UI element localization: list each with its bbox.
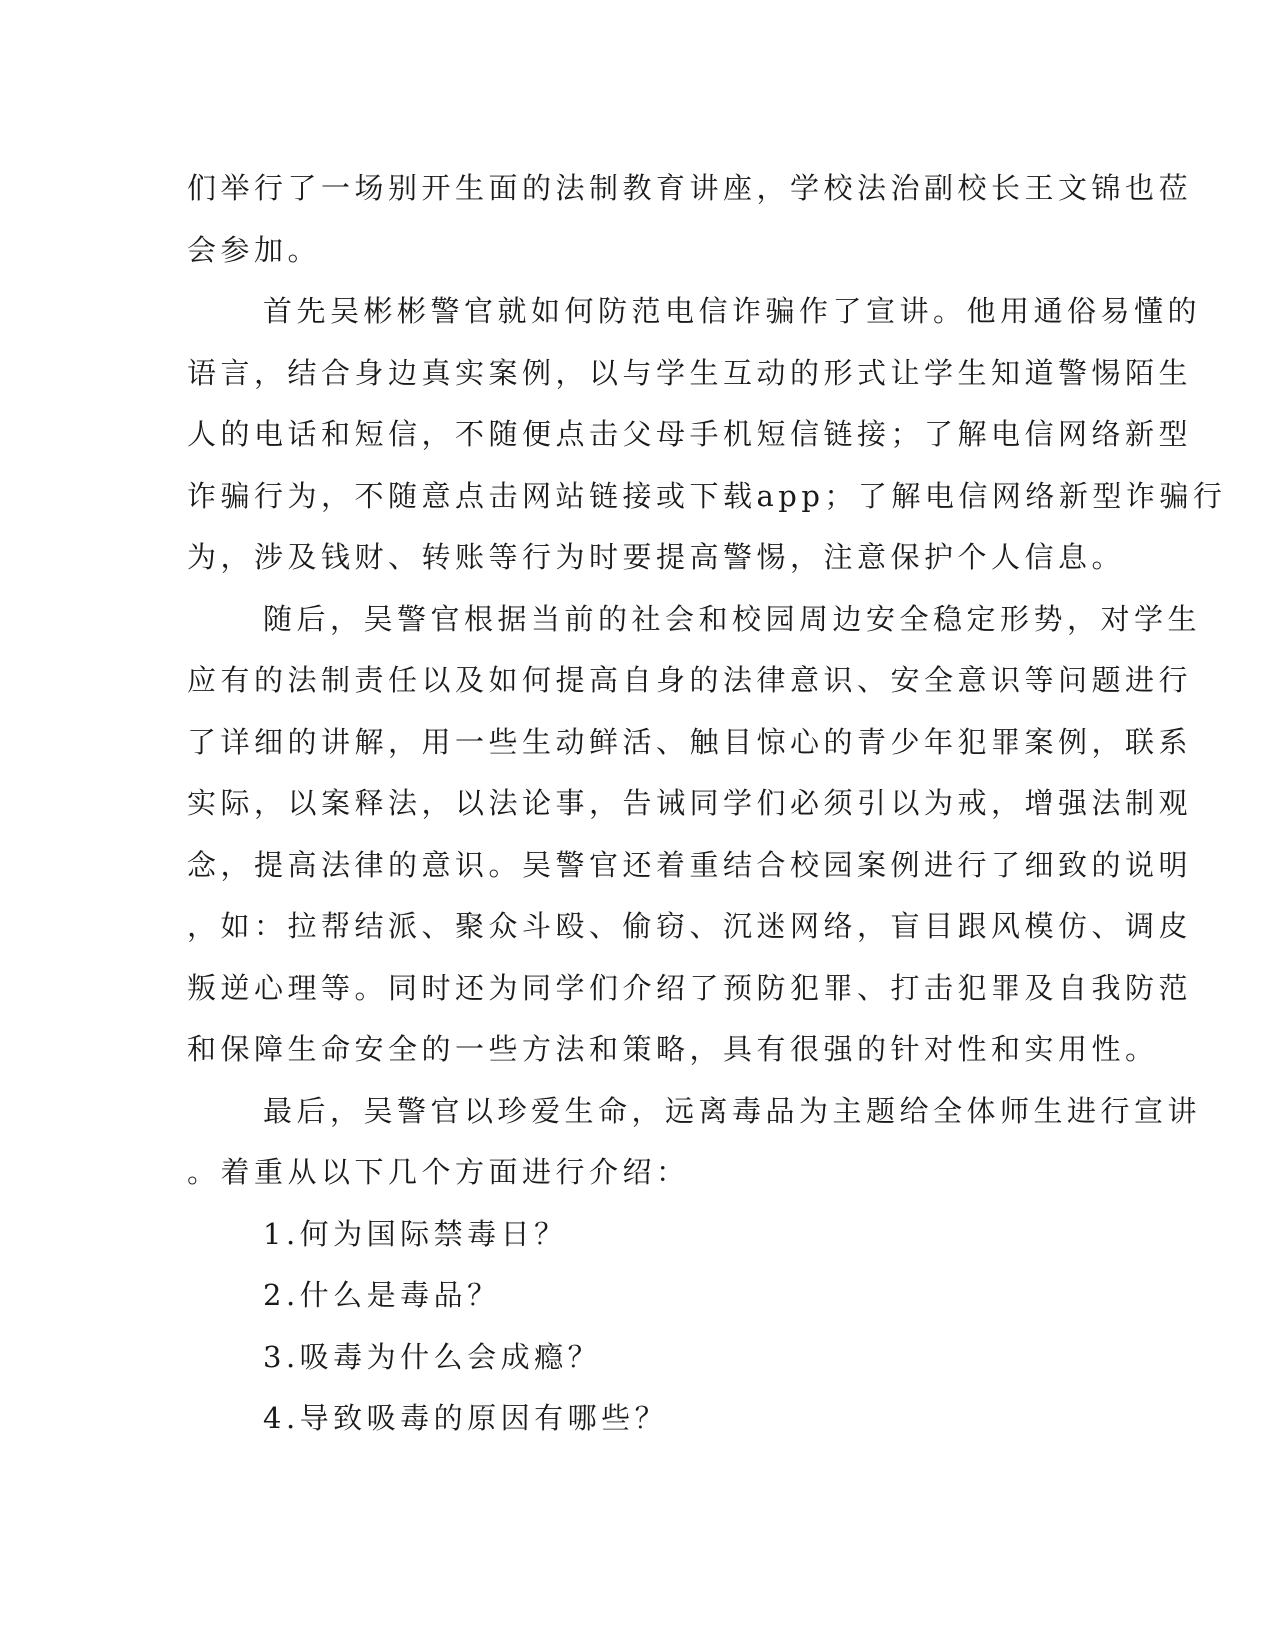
text-line: 了详细的讲解，用一些生动鲜活、触目惊心的青少年犯罪案例，联系 xyxy=(187,724,1193,759)
text-line: 。着重从以下几个方面进行介绍： xyxy=(187,1155,690,1189)
text-line: ，如：拉帮结派、聚众斗殴、偷窃、沉迷网络，盲目跟风模仿、调皮 xyxy=(187,909,1193,943)
text-line: 为，涉及钱财、转账等行为时要提高警惕，注意保护个人信息。 xyxy=(187,540,1126,574)
body-text xyxy=(187,158,1227,1450)
paragraph-first-line: 最后，吴警官以珍爱生命，远离毒品为主题给全体师生进行宣讲 xyxy=(263,1093,1202,1128)
text-line: 叛逆心理等。同时还为同学们介绍了预防犯罪、打击犯罪及自我防范 xyxy=(187,970,1193,1005)
paragraph-first-line: 首先吴彬彬警官就如何防范电信诈骗作了宣讲。他用通俗易懂的 xyxy=(263,294,1202,328)
list-item: 3.吸毒为什么会成瘾？ xyxy=(263,1339,602,1374)
paragraph-first-line: 随后，吴警官根据当前的社会和校园周边安全稳定形势，对学生 xyxy=(263,601,1202,636)
list-item: 2.什么是毒品？ xyxy=(263,1278,501,1312)
text-line: 人的电话和短信，不随便点击父母手机短信链接；了解电信网络新型 xyxy=(187,417,1193,451)
text-line: 实际，以案释法，以法论事，告诫同学们必须引以为戒，增强法制观 xyxy=(187,786,1193,820)
text-line: 们举行了一场别开生面的法制教育讲座，学校法治副校长王文锦也莅 xyxy=(187,171,1193,205)
text-line: 语言，结合身边真实案例，以与学生互动的形式让学生知道警惕陌生 xyxy=(187,355,1193,390)
text-line: 诈骗行为，不随意点击网站链接或下载app；了解电信网络新型诈骗行 xyxy=(187,478,1227,513)
text-line: 会参加。 xyxy=(187,232,322,267)
text-line: 应有的法制责任以及如何提高自身的法律意识、安全意识等问题进行 xyxy=(187,663,1193,697)
list-item: 4.导致吸毒的原因有哪些？ xyxy=(263,1401,669,1435)
list-item: 1.何为国际禁毒日？ xyxy=(263,1216,568,1251)
text-line: 念，提高法律的意识。吴警官还着重结合校园案例进行了细致的说明 xyxy=(187,847,1193,882)
text-line: 和保障生命安全的一些方法和策略，具有很强的针对性和实用性。 xyxy=(187,1032,1159,1066)
